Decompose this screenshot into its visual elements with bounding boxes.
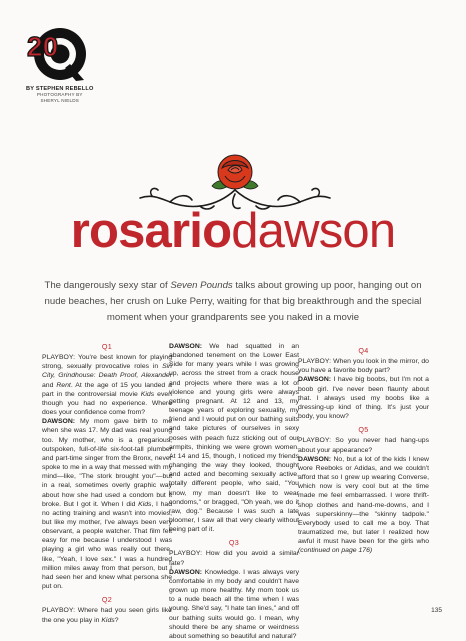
headline xyxy=(0,203,466,259)
question-1: PLAYBOY: You're best known for playing strong, sexually provocative roles in Sin City, Grindhouse: Death Proof, Alexander and Rent. At the age of 15 you landed a part in the controversial movie Kids even though you had no experience. Where does your confidence come from? xyxy=(42,354,172,417)
question-4: PLAYBOY: When you look in the mirror, do you have a favorite body part? xyxy=(298,358,429,375)
logo-number: 20 xyxy=(27,31,59,62)
playboy-20q-logo-icon xyxy=(24,20,90,86)
column-3 xyxy=(298,342,429,555)
standfirst-text-end: talks about growing up poor, hanging out on nude beaches, her crush on Luke Perry, waiting for that big breakthrough and the special moment when your grandparents see you naked in a movie xyxy=(44,280,422,324)
question-number-1: Q1 xyxy=(101,342,113,351)
question-number-2: Q2 xyxy=(101,595,113,605)
column-1 xyxy=(42,342,172,625)
author-credit: BY STEPHEN REBELLO xyxy=(26,86,94,92)
answer-2: DAWSON: We had squatted in an abandoned tenement on the Lower East Side for many years while I was growing up, across the street from a crack house and projects where there was a lot of violence and young girls were always getting pregnant. At 12 and 13, my teenage years of exploring sexuality, my friend and I would put on our bathing suits and take pictures of ourselves in sexy poses with peach fuzz sticking out of our armpits, thinking we were grown women. At 14 and 15, though, I noticed my friends changing the way they looked, thought and acted and becoming sexually active, totally different people, who said, "You know, my man doesn't like to wear condoms," or bragged, "Oh yeah, we do it raw, dog." Because I was such a late bloomer, I saw all that very clearly without being part of it. xyxy=(169,343,299,534)
question-number-5: Q5 xyxy=(358,425,369,435)
question-5: PLAYBOY: So you never had hang-ups about your appearance? xyxy=(298,437,429,454)
answer-1: DAWSON: My mom gave birth to me when she was 17. My dad was real young too. My mother, who is a gregarious, outspoken, full-of-life six-foot-tall plumber and part-time singer from the Bronx, never spoke to me in a way that messed with my mind—like, "The stork brought you"—but in a real, sometimes overly graphic way about how she had used a condom but it broke. But I got it. When I did Kids, I had no acting training and wasn't into movies, but like my mother, I've always been very observant, a people watcher. That film felt easy for me because I understood I was playing a girl who was really out there, like, "Yeah, I love sex." I was a hundred million miles away from that person, but I had seen her and knew what persona she put on. xyxy=(42,418,173,591)
question-2: PLAYBOY: Where had you seen girls like the one you play in Kids? xyxy=(42,607,172,624)
question-number-3: Q3 xyxy=(228,538,240,548)
headline-first-name: rosario xyxy=(70,204,232,258)
answer-3: DAWSON: Knowledge. I was always very comfortable in my body and couldn't have grown up more healthy. My mom took us to a nude beach all the time when I was young. She'd say, "I hate tan lines," and off our bathing suits would go. I mean, why should there be any shame or weirdness about something so beautiful and natural? xyxy=(169,568,299,640)
photographer-name: SHERYL NIELDS xyxy=(40,97,80,103)
question-number-4: Q4 xyxy=(358,346,369,355)
answer-4: DAWSON: I have big boobs, but I'm not a boob girl. I've never been flaunty about that. I always used my boobs like a dressing-up kind of thing. It's just your body, you know? xyxy=(298,376,429,421)
answer-5: DAWSON: No, but a lot of the kids I knew wore Reeboks or Adidas, and we couldn't afford that so I grew up wearing Converse, which now is very cool but at the time made me feel embarrassed. I wore thrift-shop clothes and hand-me-downs, and I was superskinny—the "skinny tadpole." Everybody used to call me a boy. That traumatized me, but later I realized how awful it must have been for the girls who (continued on page 176) xyxy=(298,455,429,555)
standfirst-film-title: Seven Pounds xyxy=(170,280,233,291)
byline xyxy=(26,86,94,103)
photo-credit-label: PHOTOGRAPHY BY xyxy=(36,92,83,98)
standfirst xyxy=(44,278,422,327)
column-2 xyxy=(169,342,299,641)
interview-body xyxy=(0,342,466,640)
standfirst-text-start: The dangerously sexy star of xyxy=(44,280,171,291)
page-number: 135 xyxy=(431,607,442,614)
continued-note: (continued on page 176) xyxy=(298,547,373,555)
headline-last-name: dawson xyxy=(231,204,396,258)
question-3: PLAYBOY: How did you avoid a similar fate? xyxy=(169,550,299,567)
